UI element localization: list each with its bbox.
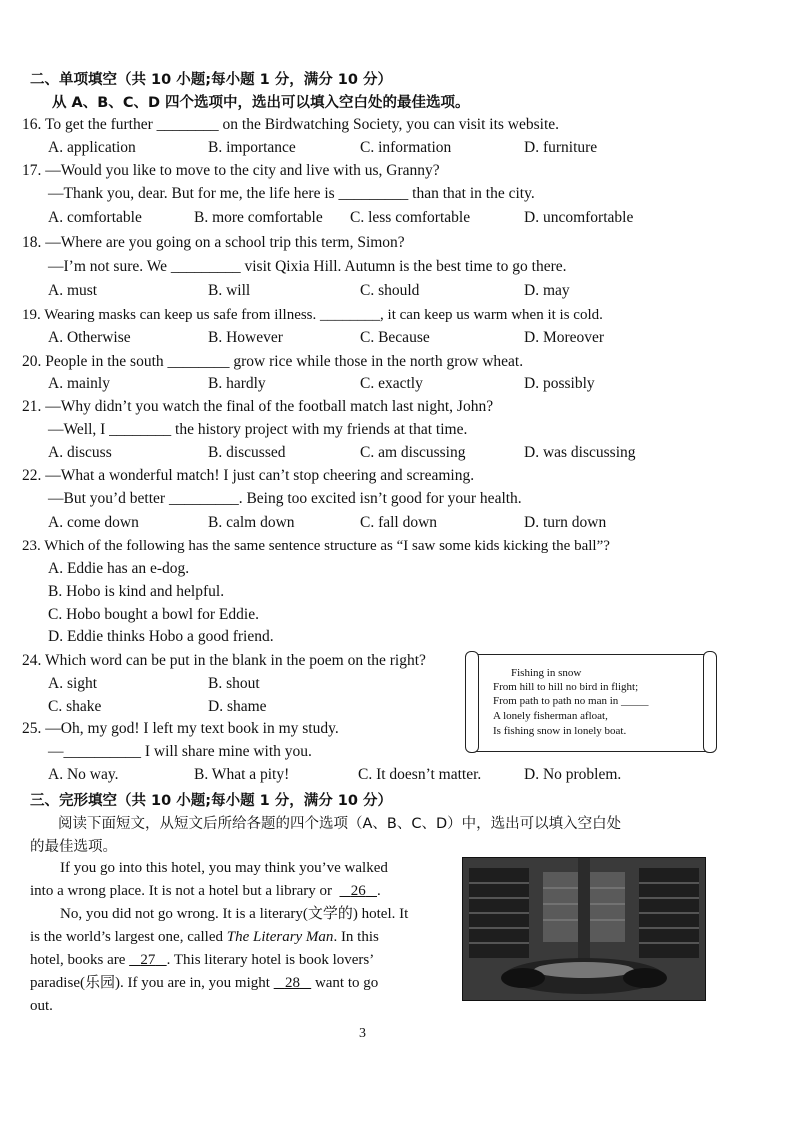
passage-line-5: [30, 950, 374, 970]
q16-option-b: B. importance: [208, 139, 296, 156]
passage-line-6: [30, 973, 378, 993]
q25-option-b: B. What a pity!: [194, 766, 290, 783]
passage-line-6-end: want to go: [314, 975, 379, 991]
poem-title: Fishing in snow: [511, 667, 582, 679]
section-3-instruction-cont: 的最佳选项。: [30, 839, 117, 855]
question-18-reply: —I’m not sure. We _________ visit Qixia Hill. Autumn is the best time to go there.: [48, 258, 567, 275]
q20-option-d: D. possibly: [524, 375, 595, 392]
q18-option-c: C. should: [360, 282, 420, 299]
q19-option-a: A. Otherwise: [48, 329, 131, 346]
q22-option-d: D. turn down: [524, 514, 607, 531]
passage-line-4-text: is the world’s largest one, called: [30, 929, 224, 945]
q20-option-b: B. hardly: [208, 375, 266, 392]
passage-line-4-end: . In this: [333, 929, 379, 945]
blank-26-number: 26: [350, 883, 366, 899]
q24-option-a: A. sight: [48, 675, 98, 692]
poem-line-2: From path to path no man in _____: [493, 695, 649, 707]
q23-option-a: A. Eddie has an e-dog.: [48, 560, 190, 577]
blank-28: [274, 975, 312, 991]
passage-line-2-text: into a wrong place. It is not a hotel but a library or: [30, 883, 332, 899]
question-21-stem: 21. —Why didn’t you watch the final of the football match last night, John?: [22, 398, 494, 415]
q24-option-c: C. shake: [48, 698, 102, 715]
q23-option-b: B. Hobo is kind and helpful.: [48, 583, 225, 600]
q18-option-a: A. must: [48, 282, 98, 299]
question-23-stem: 23. Which of the following has the same sentence structure as “I saw some kids kicking the ball”?: [22, 538, 610, 554]
q21-option-c: C. am discussing: [360, 444, 466, 461]
q23-option-d: D. Eddie thinks Hobo a good friend.: [48, 628, 274, 645]
q19-option-b: B. However: [208, 329, 283, 346]
q25-option-d: D. No problem.: [524, 766, 622, 783]
q16-option-c: C. information: [360, 139, 452, 156]
passage-line-5-end: . This literary hotel is book lovers’: [166, 952, 375, 968]
q19-option-c: C. Because: [360, 329, 430, 346]
q17-option-d: D. uncomfortable: [524, 209, 634, 226]
blank-26: [340, 883, 378, 899]
library-hotel-photo: [462, 857, 706, 1001]
poem-line-3: A lonely fisherman afloat,: [493, 710, 608, 722]
section-2-instruction: 从 A、B、C、D 四个选项中，选出可以填入空白处的最佳选项。: [52, 95, 470, 111]
question-20-stem: 20. People in the south ________ grow rice while those in the north grow wheat.: [22, 353, 524, 370]
hotel-name: The Literary Man: [226, 929, 334, 945]
q16-option-d: D. furniture: [524, 139, 598, 156]
question-22-reply: —But you’d better _________. Being too excited isn’t good for your health.: [48, 490, 522, 507]
library-photo-illustration: [463, 858, 705, 1000]
question-24-stem: 24. Which word can be put in the blank in the poem on the right?: [22, 652, 426, 669]
q21-option-b: B. discussed: [208, 444, 286, 461]
q24-option-d: D. shame: [208, 698, 267, 715]
section-2-heading: 二、单项填空（共 10 小题;每小题 1 分，满分 10 分）: [30, 72, 393, 88]
q20-option-a: A. mainly: [48, 375, 110, 392]
blank-28-number: 28: [284, 975, 300, 991]
blank-27-number: 27: [140, 952, 156, 968]
q22-option-a: A. come down: [48, 514, 139, 531]
q21-option-d: D. was discussing: [524, 444, 636, 461]
passage-line-1: If you go into this hotel, you may think you’ve walked: [60, 860, 388, 876]
question-19-stem: 19. Wearing masks can keep us safe from illness. ________, it can keep us warm when it is cold.: [22, 307, 603, 323]
poem-line-4: Is fishing snow in lonely boat.: [493, 725, 627, 737]
q17-option-a: A. comfortable: [48, 209, 142, 226]
q23-option-c: C. Hobo bought a bowl for Eddie.: [48, 606, 259, 623]
q17-option-b: B. more comfortable: [194, 209, 323, 226]
scroll-right-roll: [703, 651, 717, 753]
q21-option-a: A. discuss: [48, 444, 112, 461]
poem-line-1: From hill to hill no bird in flight;: [493, 681, 639, 693]
question-22-stem: 22. —What a wonderful match! I just can’t stop cheering and screaming.: [22, 467, 475, 484]
q22-option-c: C. fall down: [360, 514, 438, 531]
section-3-instruction: 阅读下面短文，从短文后所给各题的四个选项（A、B、C、D）中，选出可以填入空白处: [58, 816, 622, 832]
q24-option-b: B. shout: [208, 675, 260, 692]
q25-option-c: C. It doesn’t matter.: [358, 766, 482, 783]
q22-option-b: B. calm down: [208, 514, 295, 531]
q20-option-c: C. exactly: [360, 375, 423, 392]
q16-option-a: A. application: [48, 139, 136, 156]
page-number: 3: [359, 1026, 366, 1041]
question-17-stem: 17. —Would you like to move to the city and live with us, Granny?: [22, 162, 440, 179]
passage-line-5-text: hotel, books are: [30, 952, 126, 968]
q18-option-b: B. will: [208, 282, 251, 299]
q19-option-d: D. Moreover: [524, 329, 605, 346]
passage-line-4: [30, 927, 379, 947]
scroll-left-roll: [465, 651, 479, 753]
section-3-heading: 三、完形填空（共 10 小题;每小题 1 分，满分 10 分）: [30, 793, 393, 809]
passage-line-2: into a wrong place. It is not a hotel but a library or 26 .: [30, 883, 381, 899]
poem-scroll-box: [470, 654, 712, 752]
question-21-reply: —Well, I ________ the history project with my friends at that time.: [48, 421, 468, 438]
passage-line-7: out.: [30, 998, 53, 1014]
q18-option-d: D. may: [524, 282, 570, 299]
q25-option-a: A. No way.: [48, 766, 119, 783]
question-16-stem: 16. To get the further ________ on the Birdwatching Society, you can visit its website.: [22, 116, 560, 133]
question-25-stem: 25. —Oh, my god! I left my text book in my study.: [22, 720, 339, 737]
question-25-reply: —__________ I will share mine with you.: [48, 743, 312, 760]
passage-line-3: No, you did not go wrong. It is a literary(文学的) hotel. It: [60, 906, 409, 922]
passage-line-6-text: paradise(乐园). If you are in, you might: [30, 975, 270, 991]
q17-option-c: C. less comfortable: [350, 209, 471, 226]
blank-27: [129, 952, 167, 968]
question-18-stem: 18. —Where are you going on a school trip this term, Simon?: [22, 234, 405, 251]
question-17-reply: —Thank you, dear. But for me, the life here is _________ than that in the city.: [48, 185, 535, 202]
